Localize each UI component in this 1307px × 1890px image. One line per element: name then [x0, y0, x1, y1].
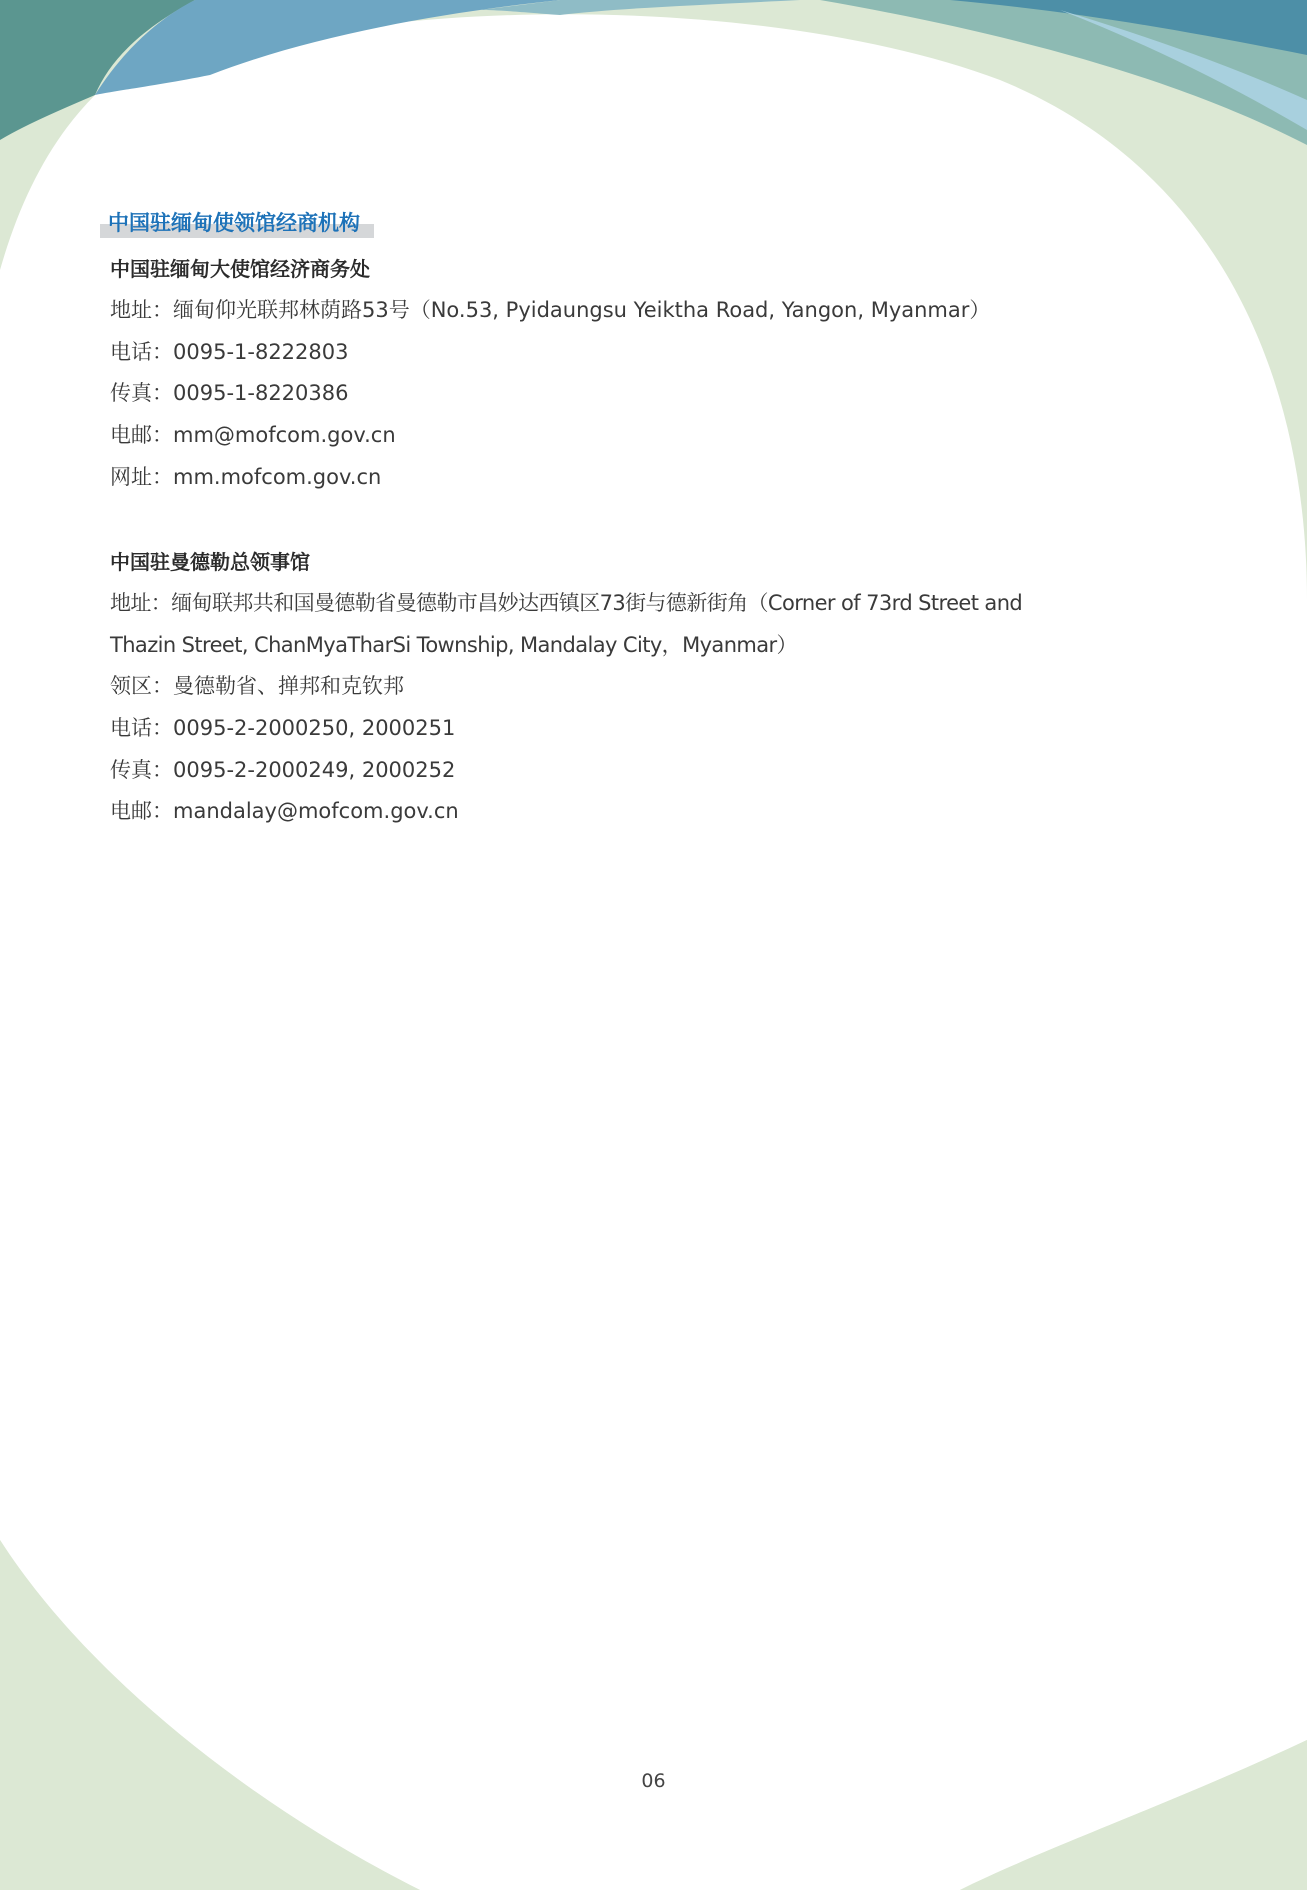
- consulate-address-line1: 地址：缅甸联邦共和国曼德勒省曼德勒市昌妙达西镇区73街与德新街角（Corner of 73rd Street and: [110, 591, 1023, 615]
- consulate-phone: 电话：0095-2-2000250, 2000251: [110, 716, 456, 741]
- consulate-title: 中国驻曼德勒总领事馆: [110, 550, 310, 574]
- embassy-fax: 传真：0095-1-8220386: [110, 381, 349, 406]
- embassy-block: [110, 248, 1110, 498]
- embassy-title: 中国驻缅甸大使馆经济商务处: [110, 257, 370, 281]
- page-number: 06: [641, 1770, 666, 1792]
- section-heading: [100, 206, 374, 240]
- consulate-address-line2: Thazin Street, ChanMyaTharSi Township, Mandalay City，Myanmar）: [110, 632, 797, 657]
- embassy-phone: 电话：0095-1-8222803: [110, 339, 349, 364]
- consulate-district: 领区：曼德勒省、掸邦和克钦邦: [110, 674, 404, 699]
- consulate-fax: 传真：0095-2-2000249, 2000252: [110, 757, 456, 782]
- consulate-block: [110, 541, 1110, 833]
- section-heading-text: 中国驻缅甸使领馆经商机构: [108, 211, 360, 235]
- embassy-website: 网址：mm.mofcom.gov.cn: [110, 464, 382, 489]
- embassy-email: 电邮：mm@mofcom.gov.cn: [110, 423, 396, 448]
- embassy-address: 地址：缅甸仰光联邦林荫路53号（No.53, Pyidaungsu Yeiktha Road, Yangon, Myanmar）: [110, 298, 991, 322]
- consulate-email: 电邮：mandalay@mofcom.gov.cn: [110, 799, 459, 824]
